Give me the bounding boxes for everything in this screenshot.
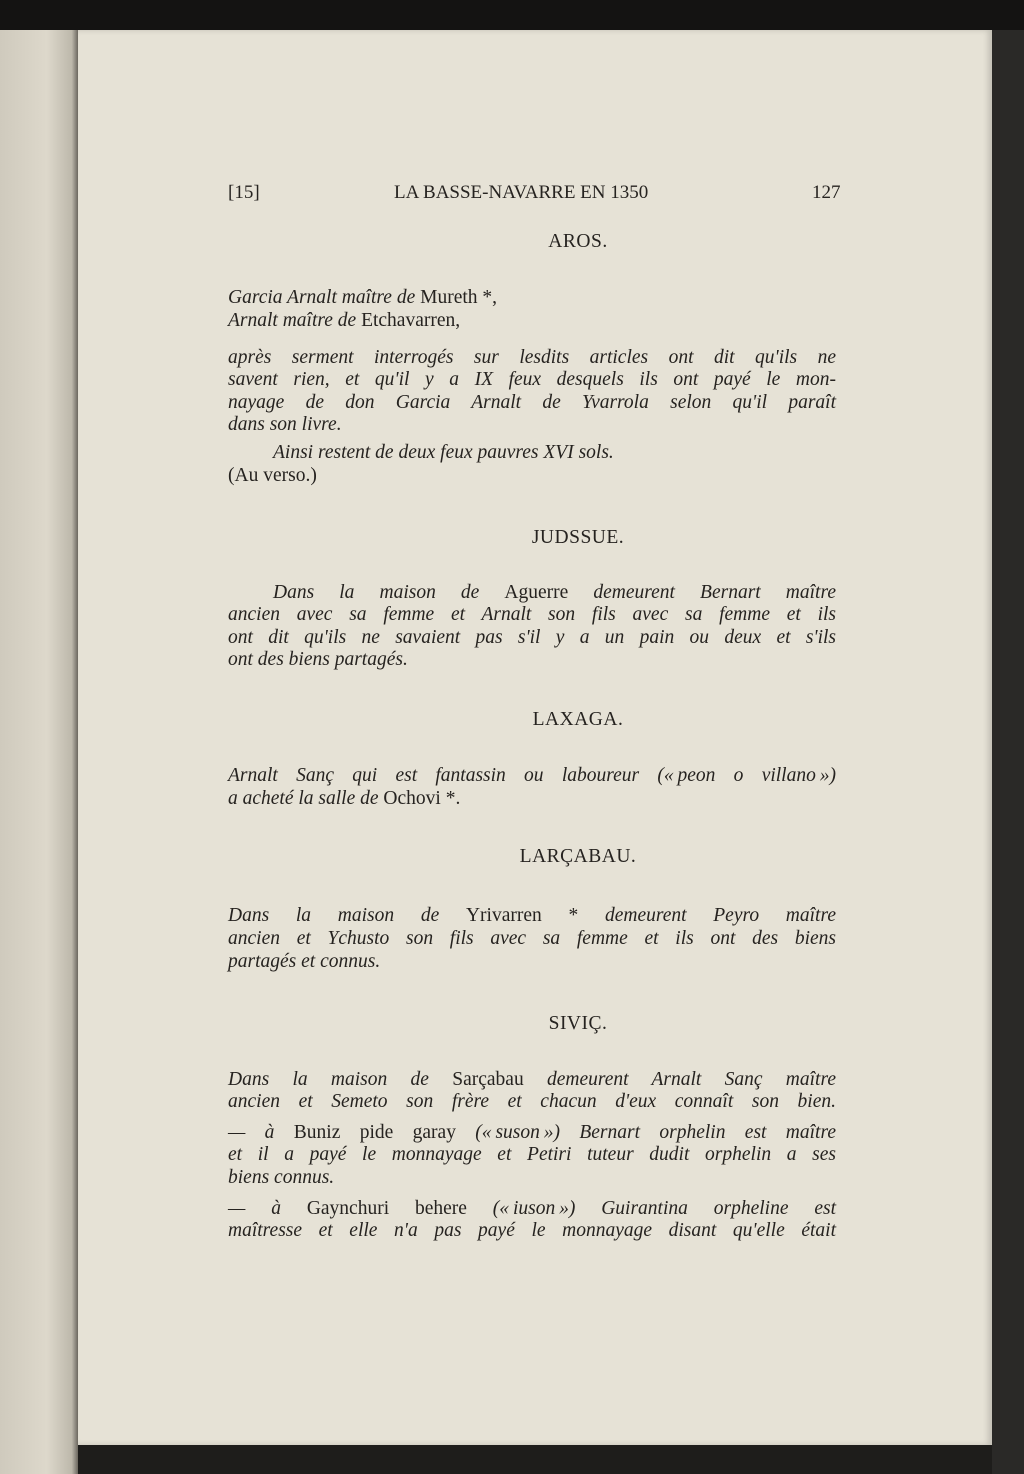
roman-text: Aguerre — [504, 582, 594, 603]
roman-text: Ochovi *. — [383, 788, 461, 809]
text-line — [228, 951, 836, 973]
italic-text: demeurent Bernart maître — [593, 582, 836, 603]
italic-text: (« suson ») Bernart orphelin est maître — [475, 1122, 836, 1143]
section-heading: JUDSSUE. — [531, 527, 625, 548]
italic-text: partagés et connus. — [228, 951, 381, 972]
italic-text: maîtresse et elle n'a pas payé le monnayage disant qu'elle était — [228, 1220, 836, 1241]
page-number: 127 — [812, 182, 841, 203]
italic-text: Arnalt maître de — [228, 310, 362, 331]
italic-text: ancien et Semeto son frère et chacun d'eux connaît son bien. — [228, 1091, 836, 1112]
text-line — [228, 649, 836, 671]
text-line — [228, 1144, 836, 1166]
italic-text: ancien et Ychusto son fils avec sa femme et ils ont des biens — [228, 928, 836, 949]
italic-text: ancien avec sa femme et Arnalt son fils avec sa femme et ils — [228, 604, 836, 625]
text-line — [228, 627, 836, 649]
italic-text: nayage de don Garcia Arnalt de Yvarrola selon qu'il paraît — [228, 392, 836, 413]
italic-text: Dans la maison de — [228, 1069, 453, 1090]
facing-page-edge — [0, 30, 78, 1474]
section-heading: SIVIÇ. — [548, 1013, 608, 1034]
scan-border-top — [0, 0, 1024, 30]
italic-text: ont des biens partagés. — [228, 649, 408, 670]
text-line — [228, 1091, 836, 1113]
section-heading: AROS. — [548, 231, 608, 252]
text-line — [228, 442, 836, 464]
text-line — [228, 392, 836, 414]
roman-text: Mureth *, — [420, 287, 498, 308]
text-line — [228, 1167, 836, 1189]
italic-text: ont dit qu'ils ne savaient pas s'il y a un pain ou deux et s'ils — [228, 627, 836, 648]
section-heading: LARÇABAU. — [519, 846, 637, 867]
italic-text: — à — [228, 1122, 294, 1143]
text-line — [228, 604, 836, 626]
roman-text: Gaynchuri behere — [306, 1198, 493, 1219]
italic-text: a acheté la salle de — [228, 788, 384, 809]
scan-border-right — [992, 30, 1024, 1474]
italic-text: savent rien, et qu'il y a IX feux desquels ils ont payé le mon- — [228, 369, 836, 390]
text-line — [228, 414, 836, 436]
italic-text: Dans la maison de — [228, 905, 466, 926]
italic-text: (« iuson ») Guirantina orpheline est — [492, 1198, 836, 1219]
italic-text: Dans la maison de — [273, 582, 505, 603]
italic-text: dans son livre. — [228, 414, 342, 435]
roman-text: Yrivarren * — [465, 905, 605, 926]
text-line — [228, 582, 836, 604]
text-line — [228, 765, 836, 787]
text-line — [228, 369, 836, 391]
text-line — [228, 287, 836, 309]
italic-text: après serment interrogés sur lesdits articles ont dit qu'ils ne — [228, 347, 836, 368]
section-number: [15] — [228, 182, 260, 203]
text-line — [228, 465, 836, 487]
italic-text: biens connus. — [228, 1167, 335, 1188]
text-line — [228, 1198, 836, 1220]
roman-text: Sarçabau — [452, 1069, 547, 1090]
text-line — [228, 905, 836, 927]
roman-text: Etchavarren, — [361, 310, 461, 331]
text-line — [228, 788, 836, 810]
italic-text: — à — [228, 1198, 307, 1219]
roman-text: Buniz pide garay — [293, 1122, 476, 1143]
italic-text: Garcia Arnalt maître de — [228, 287, 421, 308]
italic-text: et il a payé le monnayage et Petiri tuteur dudit orphelin a ses — [228, 1144, 836, 1165]
italic-text: Arnalt Sanç qui est fantassin ou laboureur (« peon o villano ») — [228, 765, 836, 786]
text-line — [228, 1069, 836, 1091]
section-heading: LAXAGA. — [532, 709, 624, 730]
text-line — [228, 1122, 836, 1144]
text-line — [228, 310, 836, 332]
italic-text: demeurent Peyro maître — [604, 905, 836, 926]
italic-text: Ainsi restent de deux feux pauvres XVI sols. — [273, 442, 614, 463]
text-line — [228, 347, 836, 369]
roman-text: (Au verso.) — [228, 465, 317, 486]
text-line — [228, 928, 836, 950]
text-line — [228, 1220, 836, 1242]
running-title: LA BASSE-NAVARRE EN 1350 — [394, 182, 649, 203]
italic-text: demeurent Arnalt Sanç maître — [546, 1069, 836, 1090]
